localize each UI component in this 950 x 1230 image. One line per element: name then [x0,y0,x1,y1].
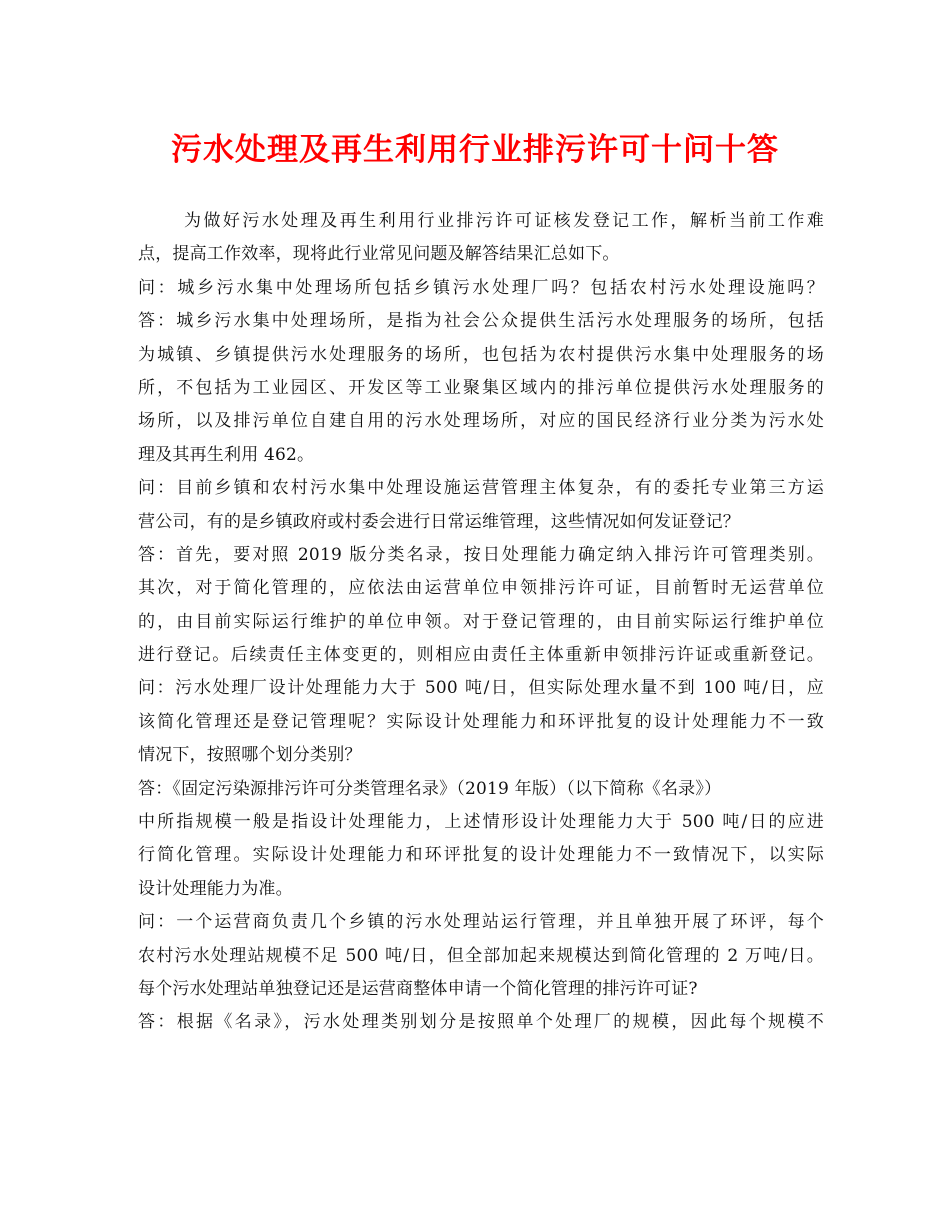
answer-line: 的，由目前实际运行维护的单位申领。对于登记管理的，由目前实际运行维护单位 [138,611,824,632]
answer-line: 行简化管理。实际设计处理能力和环评批复的设计处理能力不一致情况下，以实际 [138,845,824,866]
question-line: 营公司，有的是乡镇政府或村委会进行日常运维管理，这些情况如何发证登记？ [138,511,740,532]
question-line: 每个污水处理站单独登记还是运营商整体申请一个简化管理的排污许可证? [138,978,698,999]
question-line: 情况下，按照哪个划分类别？ [138,745,362,766]
question-line: 问：污水处理厂设计处理能力大于 500 吨/日，但实际处理水量不到 100 吨/日，应 [138,678,824,699]
answer-line: 所，不包括为工业园区、开发区等工业聚集区域内的排污单位提供污水处理服务的 [138,377,824,398]
question-line: 问：目前乡镇和农村污水集中处理设施运营管理主体复杂，有的委托专业第三方运 [138,478,824,499]
answer-line: 场所，以及排污单位自建自用的污水处理场所，对应的国民经济行业分类为污水处 [138,411,824,432]
answer-line: 其次，对于简化管理的，应依法由运营单位申领排污许可证，目前暂时无运营单位 [138,578,824,599]
document-title: 污水处理及再生利用行业排污许可十问十答 [171,132,779,168]
question-line: 该简化管理还是登记管理呢？实际设计处理能力和环评批复的设计处理能力不一致 [138,711,824,732]
answer-line: 中所指规模一般是指设计处理能力，上述情形设计处理能力大于 500 吨/日的应进 [138,812,824,833]
answer-line: 进行登记。后续责任主体变更的，则相应由责任主体重新申领排污许证或重新登记。 [138,645,824,666]
answer-line: 理及其再生利用 462。 [138,444,315,465]
answer-line: 答：《固定污染源排污许可分类管理名录》（2019 年版）（以下简称《名录》） [138,778,722,799]
paragraph-line: 为做好污水处理及再生利用行业排污许可证核发登记工作，解析当前工作难 [184,211,824,231]
answer-line: 设计处理能力为准。 [138,878,293,899]
paragraph-line: 点，提高工作效率，现将此行业常见问题及解答结果汇总如下。 [138,244,620,265]
question-line: 农村污水处理站规模不足 500 吨/日，但全部加起来规模达到简化管理的 2 万吨/日。 [138,945,824,966]
question-line: 问：城乡污水集中处理场所包括乡镇污水处理厂吗？包括农村污水处理设施吗？ [138,277,824,298]
answer-line: 答：首先，要对照 2019 版分类名录，按日处理能力确定纳入排污许可管理类别。 [138,544,824,565]
document-body [138,205,824,1040]
answer-line: 答：城乡污水集中处理场所，是指为社会公众提供生活污水处理服务的场所，包括 [138,311,824,332]
answer-line: 为城镇、乡镇提供污水处理服务的场所，也包括为农村提供污水集中处理服务的场 [138,344,824,365]
answer-line: 答：根据《名录》，污水处理类别划分是按照单个处理厂的规模，因此每个规模不 [138,1012,824,1033]
question-line: 问：一个运营商负责几个乡镇的污水处理站运行管理，并且单独开展了环评，每个 [138,912,824,933]
